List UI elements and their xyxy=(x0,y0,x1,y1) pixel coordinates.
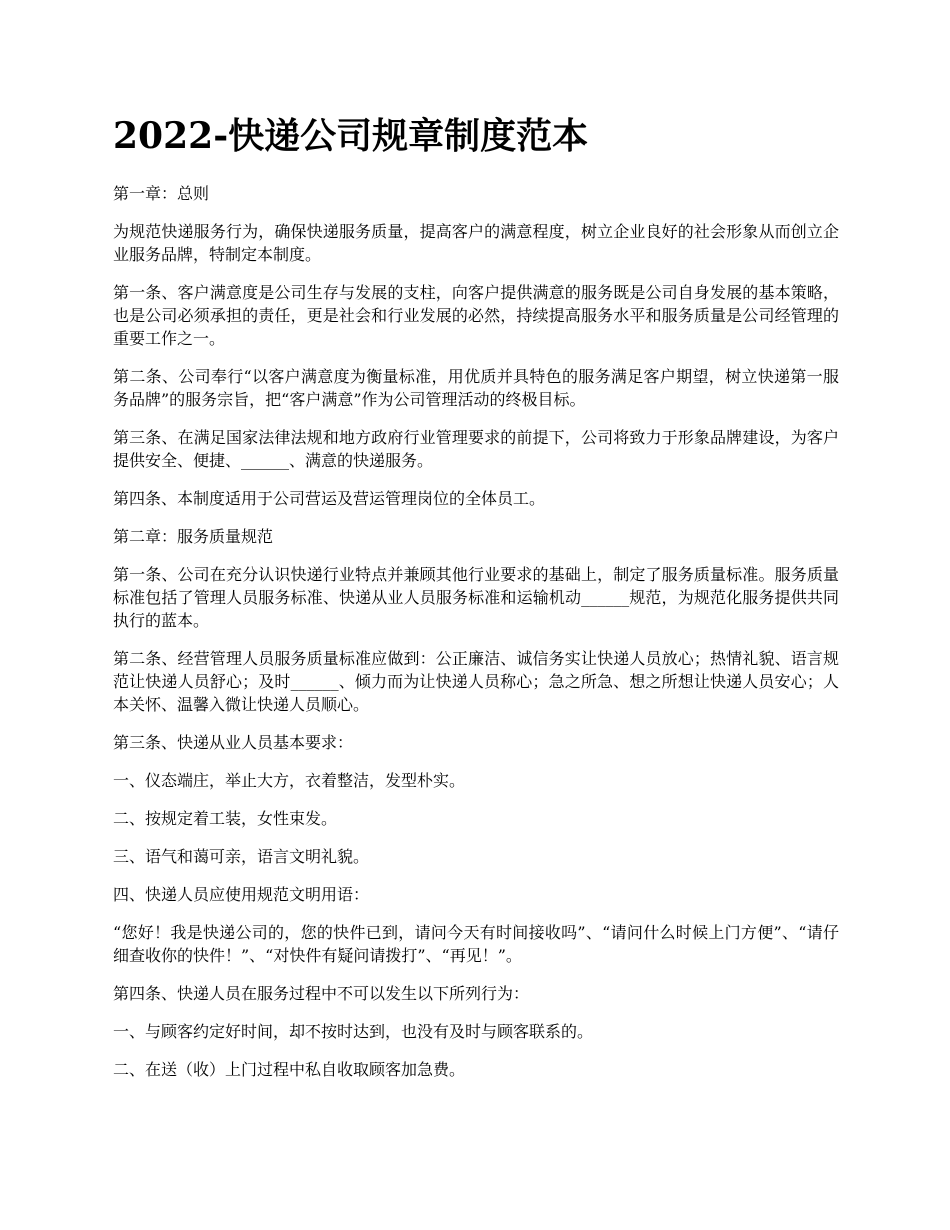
list-item-6: 二、在送（收）上门过程中私自收取顾客加急费。 xyxy=(113,1060,466,1079)
paragraph-ch2-article-3: 第三条、快递从业人员基本要求： xyxy=(113,733,354,752)
chapter-heading-2: 第二章：服务质量规范 xyxy=(113,527,274,546)
paragraph-preamble: 为规范快递服务行为，确保快递服务质量，提高客户的满意程度，树立企业良好的社会形象从而创立企业服务品牌，特制定本制度。 xyxy=(113,222,839,264)
list-item-1: 一、仪态端庄，举止大方，衣着整洁，发型朴实。 xyxy=(113,771,466,790)
paragraph-ch2-article-1: 第一条、公司在充分认识快递行业特点并兼顾其他行业要求的基础上，制定了服务质量标准。服务质量标准包括了管理人员服务标准、快递从业人员服务标准和运输机动______规范，为规范化服务提供共同执行的蓝本。 xyxy=(113,565,839,630)
list-item-3: 三、语气和蔼可亲，语言文明礼貌。 xyxy=(113,847,370,866)
document-page xyxy=(113,110,839,1096)
paragraph-article-1: 第一条、客户满意度是公司生存与发展的支柱，向客户提供满意的服务既是公司自身发展的基本策略，也是公司必须承担的责任，更是社会和行业发展的必然，持续提高服务水平和服务质量是公司经管理的重要工作之一。 xyxy=(113,283,839,348)
paragraph-article-4: 第四条、本制度适用于公司营运及营运管理岗位的全体员工。 xyxy=(113,489,546,508)
paragraph-phrases: “您好！我是快递公司的，您的快件已到，请问今天有时间接收吗”、“请问什么时候上门方便”、“请仔细查收你的快件！”、“对快件有疑问请拨打”、“再见！”。 xyxy=(113,923,839,965)
document-title: 2022-快递公司规章制度范本 xyxy=(113,115,589,157)
chapter-heading-1: 第一章：总则 xyxy=(113,184,210,203)
paragraph-ch2-article-2: 第二条、经营管理人员服务质量标准应做到：公正廉洁、诚信务实让快递人员放心；热情礼貌、语言规范让快递人员舒心；及时______、倾力而为让快递人员称心；急之所急、想之所想让快递人员安心；人本关怀、温馨入微让快递人员顺心。 xyxy=(113,649,839,714)
paragraph-article-3: 第三条、在满足国家法律法规和地方政府行业管理要求的前提下，公司将致力于形象品牌建设，为客户提供安全、便捷、______、满意的快递服务。 xyxy=(113,428,839,470)
list-item-2: 二、按规定着工装，女性束发。 xyxy=(113,809,338,828)
list-item-4: 四、快递人员应使用规范文明用语： xyxy=(113,885,370,904)
paragraph-article-2: 第二条、公司奉行“以客户满意度为衡量标准，用优质并具特色的服务满足客户期望，树立快递第一服务品牌”的服务宗旨，把“客户满意”作为公司管理活动的终极目标。 xyxy=(113,367,839,409)
list-item-5: 一、与顾客约定好时间，却不按时达到，也没有及时与顾客联系的。 xyxy=(113,1022,594,1041)
paragraph-ch2-article-4: 第四条、快递人员在服务过程中不可以发生以下所列行为： xyxy=(113,984,530,1003)
